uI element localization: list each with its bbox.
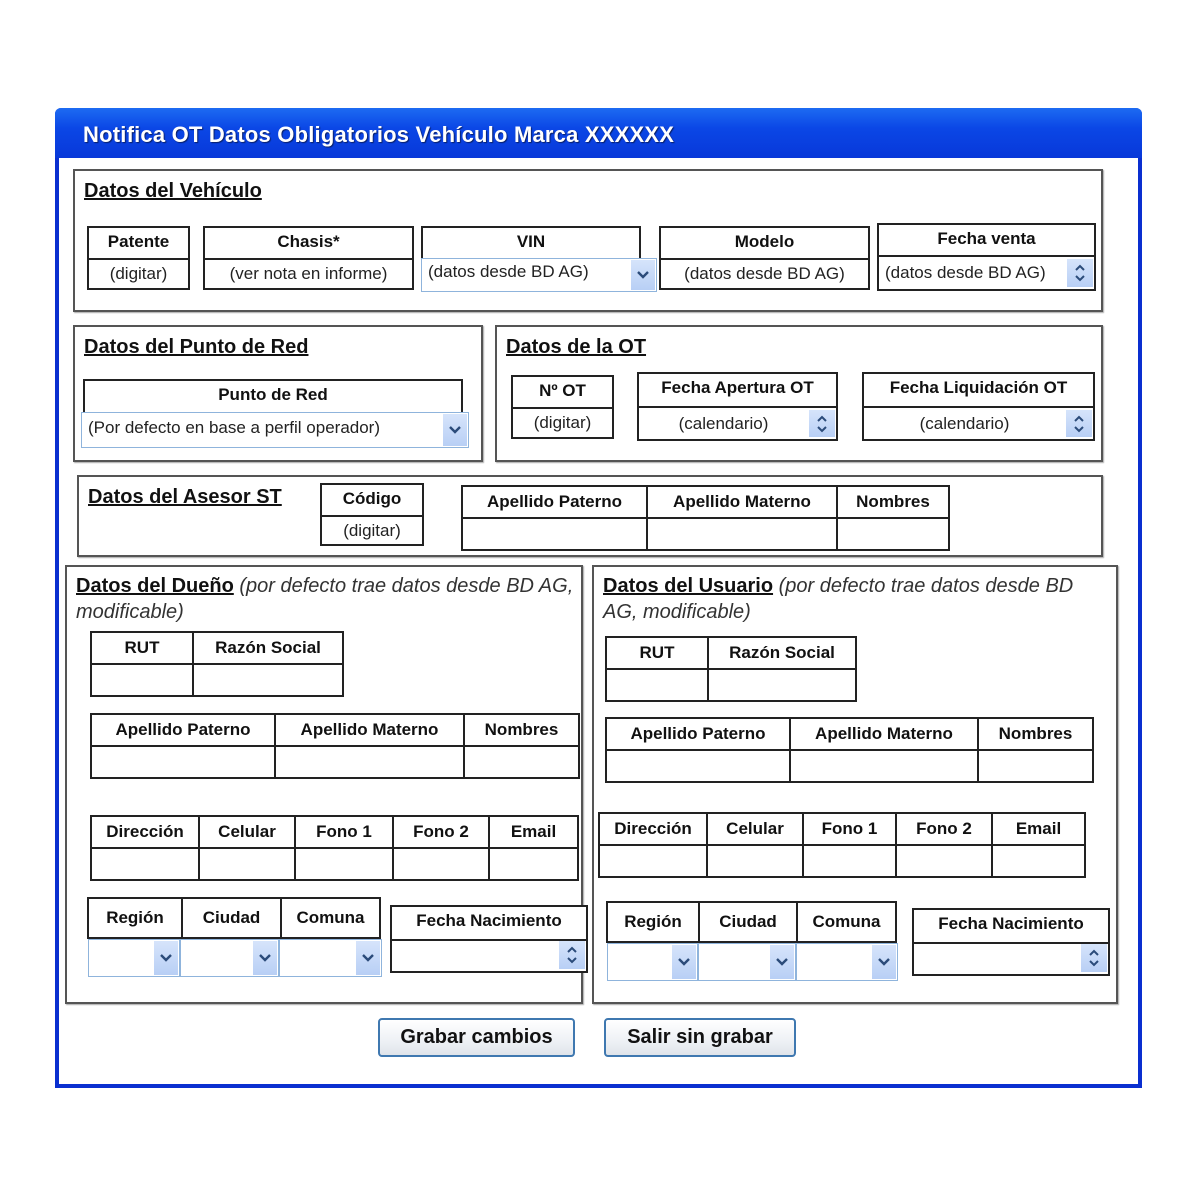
col-fono-2: Fono 2 xyxy=(896,813,992,845)
chevron-down-icon[interactable] xyxy=(356,941,380,975)
fecha-apertura-value: (calendario) xyxy=(678,414,769,433)
col-celular: Celular xyxy=(707,813,803,845)
col-apellido-materno: Apellido Materno xyxy=(275,714,464,746)
chasis-label: Chasis* xyxy=(205,228,412,260)
vin-value: (datos desde BD AG) xyxy=(428,262,589,281)
razon-social-input[interactable] xyxy=(193,664,343,696)
apellido-materno-input[interactable] xyxy=(790,750,978,782)
advisor-names-table xyxy=(461,485,950,551)
chasis-value: (ver nota en informe) xyxy=(229,264,388,283)
nombres-input[interactable] xyxy=(837,518,949,550)
date-spinner-icon[interactable] xyxy=(559,941,585,969)
col-razon-social: Razón Social xyxy=(708,637,856,669)
region-dropdown[interactable] xyxy=(88,939,180,977)
col-region: Región xyxy=(88,898,182,938)
col-nombres: Nombres xyxy=(464,714,579,746)
rut-input[interactable] xyxy=(91,664,193,696)
modelo-field[interactable] xyxy=(659,226,870,290)
fono-2-input[interactable] xyxy=(393,848,489,880)
punto-red-label: Punto de Red xyxy=(218,385,328,404)
vin-field xyxy=(421,226,641,260)
direccion-input[interactable] xyxy=(91,848,199,880)
chevron-down-icon[interactable] xyxy=(672,945,696,979)
fecha-nacimiento-field[interactable] xyxy=(912,908,1110,976)
numero-ot-label: Nº OT xyxy=(513,377,612,409)
email-input[interactable] xyxy=(489,848,578,880)
numero-ot-field[interactable] xyxy=(511,375,614,439)
exit-without-saving-button[interactable]: Salir sin grabar xyxy=(604,1018,796,1057)
col-rut: RUT xyxy=(606,637,708,669)
network-point-panel-title: Datos del Punto de Red xyxy=(84,336,309,358)
col-razon-social: Razón Social xyxy=(193,632,343,664)
col-ciudad: Ciudad xyxy=(182,898,281,938)
rut-input[interactable] xyxy=(606,669,708,701)
vin-dropdown[interactable] xyxy=(421,258,657,292)
col-region: Región xyxy=(607,902,699,942)
date-spinner-icon[interactable] xyxy=(809,410,835,437)
chevron-down-icon[interactable] xyxy=(872,945,896,979)
col-nombres: Nombres xyxy=(978,718,1093,750)
user-id-table xyxy=(605,636,857,702)
fecha-liquidacion-field[interactable] xyxy=(862,372,1095,441)
owner-contact-table xyxy=(90,815,579,881)
work-order-panel-title: Datos de la OT xyxy=(506,336,647,358)
chevron-down-icon[interactable] xyxy=(154,941,178,975)
owner-id-table xyxy=(90,631,344,697)
patente-value: (digitar) xyxy=(109,264,168,283)
fono-2-input[interactable] xyxy=(896,845,992,877)
apellido-paterno-input[interactable] xyxy=(462,518,647,550)
col-fono-1: Fono 1 xyxy=(295,816,393,848)
celular-input[interactable] xyxy=(707,845,803,877)
user-title: Datos del Usuario xyxy=(603,575,774,597)
patente-label: Patente xyxy=(89,228,188,260)
user-contact-table xyxy=(598,812,1086,878)
nombres-input[interactable] xyxy=(978,750,1093,782)
patente-field[interactable] xyxy=(87,226,190,290)
email-input[interactable] xyxy=(992,845,1085,877)
apellido-paterno-input[interactable] xyxy=(91,746,275,778)
user-location-table xyxy=(606,901,897,943)
numero-ot-value: (digitar) xyxy=(533,413,592,432)
title-bar xyxy=(55,108,1142,158)
fecha-venta-value: (datos desde BD AG) xyxy=(885,263,1046,282)
fecha-venta-label: Fecha venta xyxy=(879,225,1094,257)
fecha-nacimiento-label: Fecha Nacimiento xyxy=(392,907,586,941)
chasis-field[interactable] xyxy=(203,226,414,290)
punto-red-value: (Por defecto en base a perfil operador) xyxy=(88,418,381,437)
apellido-materno-input[interactable] xyxy=(647,518,837,550)
fecha-liquidacion-label: Fecha Liquidación OT xyxy=(864,374,1093,408)
owner-location-table xyxy=(87,897,381,939)
col-direccion: Dirección xyxy=(599,813,707,845)
celular-input[interactable] xyxy=(199,848,295,880)
fecha-liquidacion-value: (calendario) xyxy=(919,414,1010,433)
punto-red-dropdown[interactable] xyxy=(81,412,469,448)
fecha-nacimiento-label: Fecha Nacimiento xyxy=(914,910,1108,944)
col-apellido-materno: Apellido Materno xyxy=(647,486,837,518)
chevron-down-icon[interactable] xyxy=(253,941,277,975)
user-panel-title xyxy=(603,573,1093,625)
fecha-apertura-label: Fecha Apertura OT xyxy=(639,374,836,408)
direccion-input[interactable] xyxy=(599,845,707,877)
fono-1-input[interactable] xyxy=(295,848,393,880)
col-nombres: Nombres xyxy=(837,486,949,518)
razon-social-input[interactable] xyxy=(708,669,856,701)
fecha-venta-field[interactable] xyxy=(877,223,1096,291)
apellido-materno-input[interactable] xyxy=(275,746,464,778)
col-apellido-paterno: Apellido Paterno xyxy=(462,486,647,518)
fecha-nacimiento-field[interactable] xyxy=(390,905,588,973)
col-apellido-paterno: Apellido Paterno xyxy=(91,714,275,746)
advisor-panel-title: Datos del Asesor ST xyxy=(88,486,282,508)
nombres-input[interactable] xyxy=(464,746,579,778)
col-email: Email xyxy=(992,813,1085,845)
col-direccion: Dirección xyxy=(91,816,199,848)
modelo-label: Modelo xyxy=(661,228,868,260)
date-spinner-icon[interactable] xyxy=(1081,944,1107,972)
region-dropdown[interactable] xyxy=(607,943,698,981)
user-note: (por defecto trae datos desde BD AG, modificable) xyxy=(603,575,1074,623)
col-fono-1: Fono 1 xyxy=(803,813,896,845)
owner-title: Datos del Dueño xyxy=(76,575,234,597)
col-rut: RUT xyxy=(91,632,193,664)
codigo-field[interactable] xyxy=(320,483,424,546)
owner-panel-title xyxy=(76,573,581,625)
comuna-dropdown[interactable] xyxy=(279,939,382,977)
owner-names-table xyxy=(90,713,580,779)
save-button[interactable]: Grabar cambios xyxy=(378,1018,575,1057)
window-title: Notifica OT Datos Obligatorios Vehículo Marca XXXXXX xyxy=(83,122,675,147)
apellido-paterno-input[interactable] xyxy=(606,750,790,782)
fono-1-input[interactable] xyxy=(803,845,896,877)
col-email: Email xyxy=(489,816,578,848)
col-celular: Celular xyxy=(199,816,295,848)
modelo-value: (datos desde BD AG) xyxy=(684,264,845,283)
codigo-value: (digitar) xyxy=(343,521,401,540)
col-fono-2: Fono 2 xyxy=(393,816,489,848)
col-apellido-paterno: Apellido Paterno xyxy=(606,718,790,750)
punto-red-header xyxy=(83,379,463,413)
chevron-down-icon[interactable] xyxy=(631,260,655,290)
owner-note: (por defecto trae datos desde BD AG, modificable) xyxy=(76,575,574,623)
user-names-table xyxy=(605,717,1094,783)
ciudad-dropdown[interactable] xyxy=(180,939,279,977)
col-comuna: Comuna xyxy=(281,898,380,938)
chevron-down-icon[interactable] xyxy=(443,414,467,446)
ciudad-dropdown[interactable] xyxy=(698,943,796,981)
date-spinner-icon[interactable] xyxy=(1067,259,1093,287)
chevron-down-icon[interactable] xyxy=(770,945,794,979)
fecha-apertura-field[interactable] xyxy=(637,372,838,441)
vin-label: VIN xyxy=(516,232,546,251)
col-apellido-materno: Apellido Materno xyxy=(790,718,978,750)
col-comuna: Comuna xyxy=(797,902,896,942)
vehicle-panel-title: Datos del Vehículo xyxy=(84,180,262,202)
col-ciudad: Ciudad xyxy=(699,902,797,942)
comuna-dropdown[interactable] xyxy=(796,943,898,981)
codigo-label: Código xyxy=(322,485,422,517)
date-spinner-icon[interactable] xyxy=(1066,410,1092,437)
